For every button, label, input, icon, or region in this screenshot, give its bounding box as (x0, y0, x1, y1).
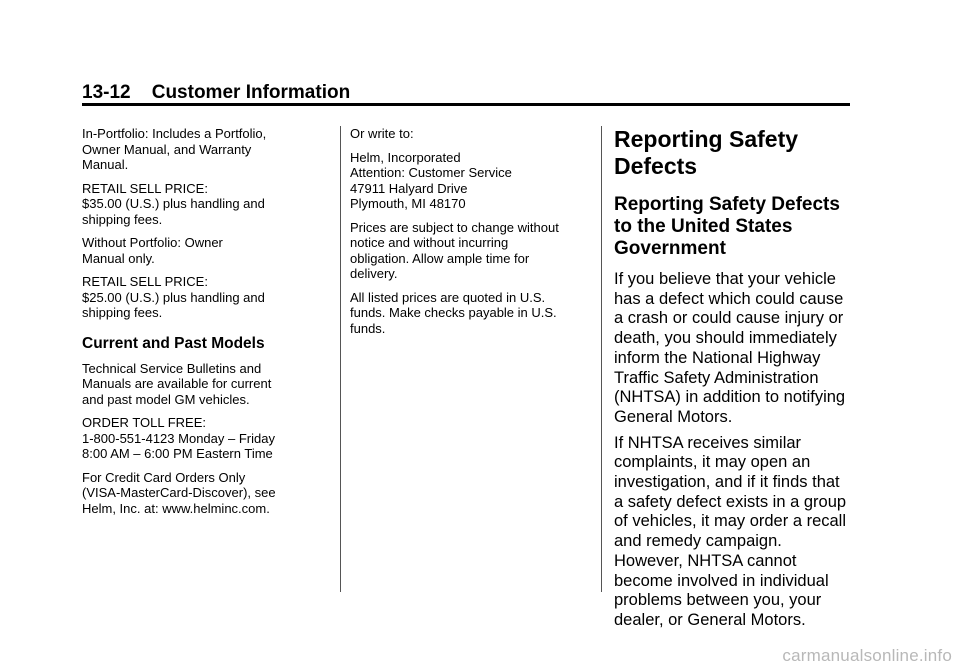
header-rule (82, 103, 850, 106)
hours-line: 8:00 AM – 6:00 PM Eastern Time (82, 446, 273, 461)
text-line: funds. Make checks payable in U.S. (350, 305, 557, 320)
text-line: a crash or could cause injury or (614, 309, 844, 328)
text-line: Or write to: (350, 126, 414, 141)
text-line: shipping fees. (82, 211, 163, 227)
us-government-subtitle (614, 194, 852, 260)
address-block (350, 150, 590, 212)
nhtsa-investigation-paragraph (614, 434, 852, 631)
text-line: Manual. (82, 157, 129, 172)
text-line: If NHTSA receives similar (614, 433, 802, 452)
text-line: Owner Manual, and Warranty (82, 141, 252, 157)
text-line: has a defect which could cause (614, 289, 844, 308)
subtitle-line: Government (614, 238, 726, 259)
text-line: General Motors. (614, 407, 733, 426)
text-line: All listed prices are quoted in U.S. (350, 289, 546, 305)
toll-free-paragraph (82, 415, 322, 462)
text-line: dealer, or General Motors. (614, 610, 806, 629)
text-line: complaints, it may open an (614, 453, 811, 472)
text-line: However, NHTSA cannot (614, 551, 797, 570)
text-line: inform the National Highway (614, 348, 821, 367)
column-middle (350, 126, 590, 344)
credit-card-paragraph (82, 470, 322, 517)
page-header-title (82, 82, 850, 104)
text-line: and remedy campaign. (614, 532, 782, 551)
text-line: Manual only. (82, 250, 155, 266)
column-right (614, 126, 852, 637)
text-line: shipping fees. (82, 305, 163, 320)
column-left (82, 126, 322, 524)
text-line: problems between you, your (614, 591, 822, 610)
text-line: delivery. (350, 266, 398, 281)
current-past-models-heading: Current and Past Models (82, 334, 265, 352)
text-line: Manuals are available for current (82, 376, 272, 391)
text-line: Traffic Safety Administration (614, 368, 819, 387)
no-portfolio-paragraph (82, 235, 322, 266)
title-line: Defects (614, 153, 698, 179)
title-line: Reporting Safety (614, 126, 799, 152)
column-divider (601, 126, 602, 592)
write-to-paragraph (350, 126, 590, 142)
prices-change-paragraph (350, 220, 590, 282)
text-line: $35.00 (U.S.) plus handling and (82, 196, 265, 211)
text-line: notice and without incurring (350, 235, 509, 250)
text-line: In-Portfolio: Includes a Portfolio, (82, 126, 267, 141)
text-line: Technical Service Bulletins and (82, 360, 262, 376)
us-funds-paragraph (350, 290, 590, 337)
text-line: death, you should immediately (614, 329, 837, 348)
text-line: Helm, Incorporated (350, 149, 461, 165)
text-line: Prices are subject to change without (350, 219, 559, 235)
column-divider (340, 126, 341, 592)
text-line: investigation, and if it finds that (614, 473, 840, 492)
text-line: For Credit Card Orders Only (82, 469, 246, 485)
text-line: a safety defect exists in a group (614, 492, 847, 511)
bulletins-paragraph (82, 361, 322, 408)
text-line: Attention: Customer Service (350, 165, 512, 180)
reporting-safety-defects-title (614, 126, 852, 180)
text-line: RETAIL SELL PRICE: (82, 274, 208, 289)
text-line: of vehicles, it may order a recall (614, 512, 847, 531)
text-line: If you believe that your vehicle (614, 270, 836, 288)
nhtsa-inform-paragraph (614, 270, 852, 428)
text-line: become involved in individual (614, 571, 829, 590)
text-line: funds. (350, 320, 386, 336)
phone-number-line: 1-800-551-4123 Monday – Friday (82, 430, 275, 446)
text-line: RETAIL SELL PRICE: (82, 180, 208, 196)
website-line: Helm, Inc. at: www.helminc.com. (82, 500, 270, 516)
watermark: carmanualsonline.info (782, 646, 952, 665)
page-header (82, 82, 850, 108)
text-line: Without Portfolio: Owner (82, 235, 223, 250)
section-title: Customer Information (151, 82, 351, 103)
page-number: 13-12 (82, 82, 131, 103)
text-line: Plymouth, MI 48170 (350, 196, 466, 211)
text-line: obligation. Allow ample time for (350, 250, 530, 266)
subtitle-line: to the United States (614, 216, 793, 237)
text-line: $25.00 (U.S.) plus handling and (82, 289, 265, 305)
portfolio-paragraph (82, 126, 322, 173)
subtitle-line: Reporting Safety Defects (614, 194, 840, 215)
price-paragraph-2 (82, 274, 322, 321)
price-paragraph-1 (82, 181, 322, 228)
text-line: ORDER TOLL FREE: (82, 415, 207, 430)
text-line: (NHTSA) in addition to notifying (614, 388, 846, 407)
text-line: 47911 Halyard Drive (350, 180, 468, 196)
text-line: and past model GM vehicles. (82, 391, 250, 407)
text-line: (VISA-MasterCard-Discover), see (82, 485, 276, 500)
